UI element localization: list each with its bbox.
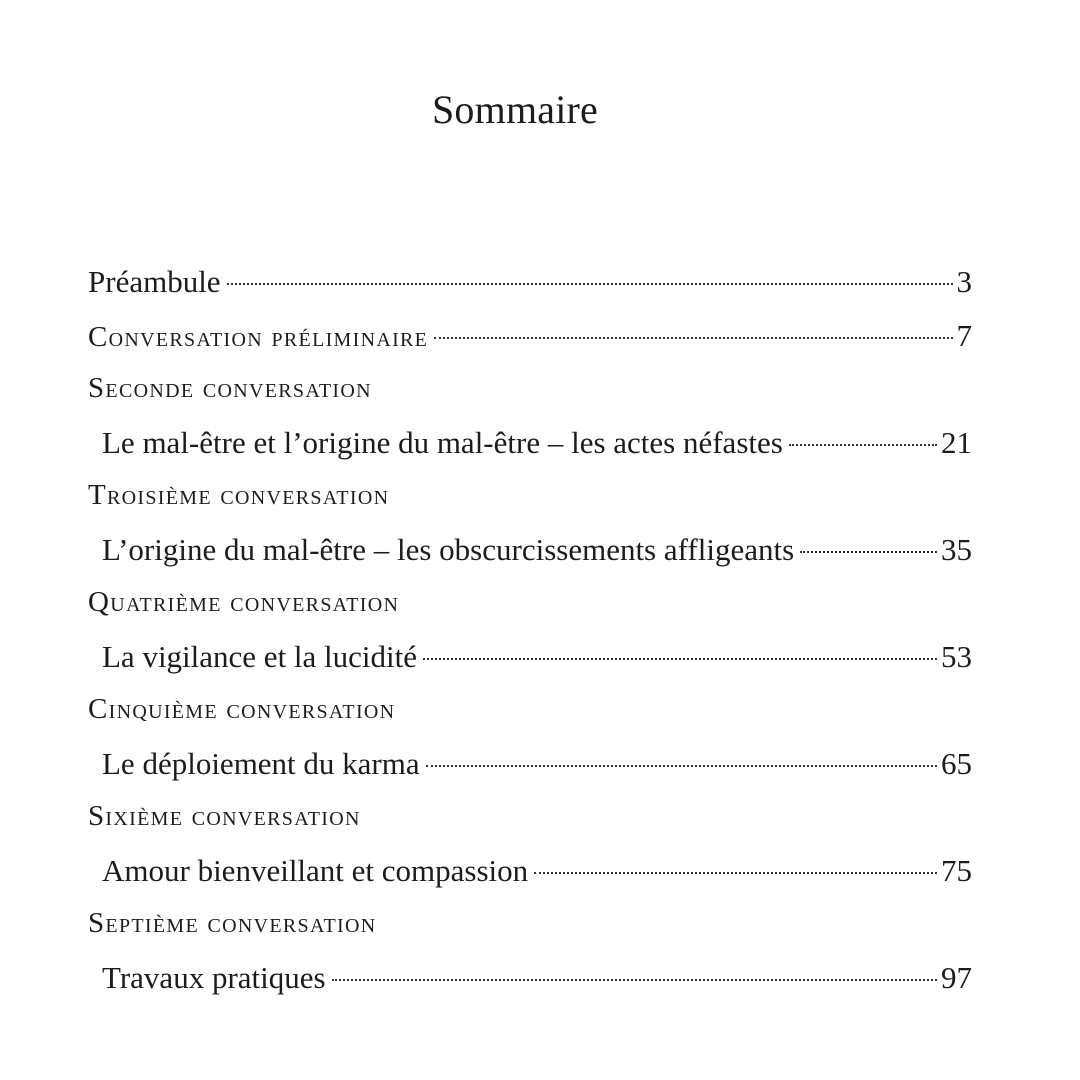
toc-section-heading bbox=[88, 362, 972, 416]
toc-section-label: Quatrième conversation bbox=[88, 586, 400, 618]
toc-section-heading bbox=[88, 790, 972, 844]
toc-section-label: Seconde conversation bbox=[88, 372, 372, 404]
toc-entry-preambule[interactable] bbox=[88, 255, 972, 309]
dot-leader bbox=[423, 658, 937, 660]
toc-entry-cinquieme-conversation[interactable] bbox=[88, 737, 972, 791]
toc-entry-label: Préambule bbox=[88, 264, 221, 299]
toc-entry-label: La vigilance et la lucidité bbox=[102, 638, 418, 674]
dot-leader bbox=[789, 444, 937, 446]
toc-section-heading bbox=[88, 469, 972, 523]
table-of-contents bbox=[88, 255, 972, 1004]
toc-page-number: 7 bbox=[956, 317, 972, 353]
dot-leader bbox=[227, 283, 953, 285]
toc-entry-label: L’origine du mal-être – les obscurcissements affligeants bbox=[102, 531, 795, 567]
toc-entry-label: Le mal-être et l’origine du mal-être – les actes néfastes bbox=[102, 424, 783, 460]
toc-section-label: Septième conversation bbox=[88, 907, 377, 939]
toc-page-number: 65 bbox=[941, 745, 972, 781]
toc-section-heading bbox=[88, 576, 972, 630]
toc-section-heading bbox=[88, 897, 972, 951]
toc-section-label: Cinquième conversation bbox=[88, 693, 396, 725]
toc-page-number: 21 bbox=[941, 424, 972, 460]
toc-entry-seconde-conversation[interactable] bbox=[88, 416, 972, 470]
dot-leader bbox=[332, 979, 937, 981]
toc-page-number: 97 bbox=[941, 959, 972, 995]
toc-page-number: 53 bbox=[941, 638, 972, 674]
toc-entry-septieme-conversation[interactable] bbox=[88, 951, 972, 1005]
toc-page-number: 3 bbox=[956, 264, 972, 299]
toc-page-number: 75 bbox=[941, 852, 972, 888]
dot-leader bbox=[426, 765, 937, 767]
toc-entry-label: Le déploiement du karma bbox=[102, 745, 420, 781]
toc-entry-label: Conversation préliminaire bbox=[88, 320, 429, 353]
toc-entry-troisieme-conversation[interactable] bbox=[88, 523, 972, 577]
toc-section-label: Troisième conversation bbox=[88, 479, 390, 511]
dot-leader bbox=[434, 337, 952, 339]
toc-entry-label: Amour bienveillant et compassion bbox=[102, 852, 529, 888]
toc-section-label: Sixième conversation bbox=[88, 800, 361, 832]
dot-leader bbox=[800, 551, 937, 553]
toc-entry-quatrieme-conversation[interactable] bbox=[88, 630, 972, 684]
toc-section-heading bbox=[88, 683, 972, 737]
page-title: Sommaire bbox=[431, 87, 598, 132]
toc-entry-label: Travaux pratiques bbox=[102, 959, 326, 995]
toc-page-number: 35 bbox=[941, 531, 972, 567]
toc-entry-conversation-preliminaire[interactable] bbox=[88, 309, 972, 363]
toc-entry-sixieme-conversation[interactable] bbox=[88, 844, 972, 898]
dot-leader bbox=[534, 872, 937, 874]
